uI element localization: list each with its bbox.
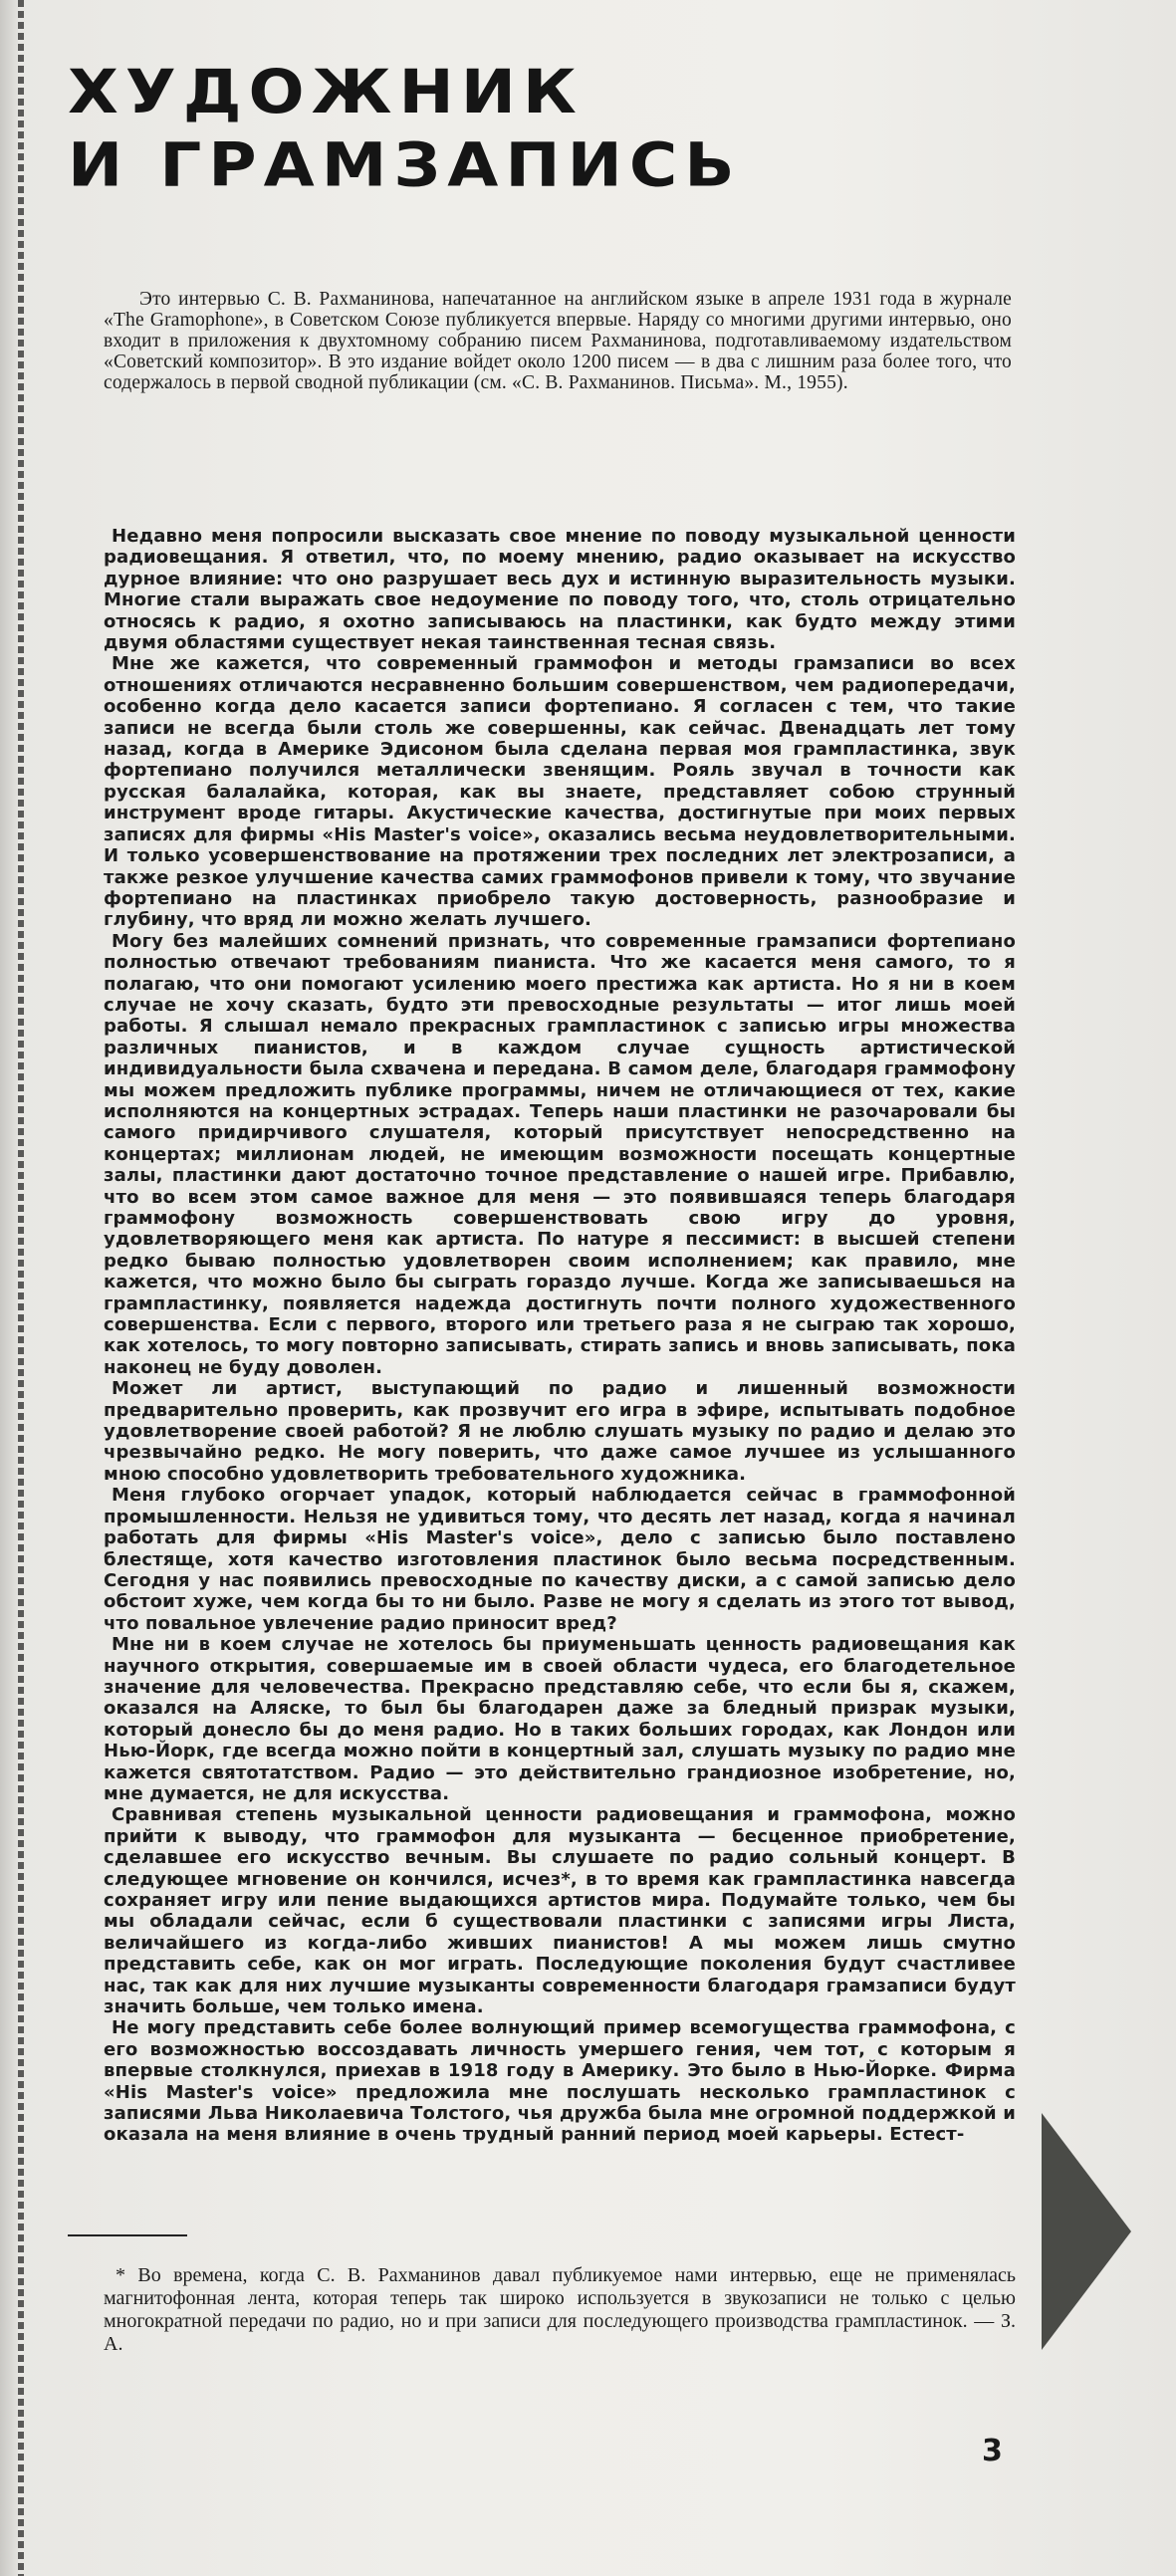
- article-paragraph: Не могу представить себе более волнующий пример всемогущества граммофона, с его возможностью воссоздавать личность умершего гения, чем тот, с которым я впервые столкнулся, приехав в 1918 году в Америку. Это было в Нью-Йорке. Фирма «His Master's voice» предложила мне послушать несколько грампластинок с записями Льва Николаевича Толстого, чья дружба была мне огромной поддержкой и оказала на меня влияние в очень трудный ранний период моей карьеры. Естест-: [104, 2017, 1016, 2146]
- footnote: * Во времена, когда С. В. Рахманинов давал публикуемое нами интервью, еще не применялась магнитофонная лента, которая теперь так широко используется в звукозаписи не только с целью многократной передачи по радио, но и при записи для последующего производства грампластинок. — З. А.: [104, 2264, 1016, 2355]
- binding-edge: [18, 0, 24, 2576]
- article-title: [68, 56, 964, 202]
- article-body: [104, 526, 1016, 2146]
- footnote-divider: [68, 2234, 187, 2236]
- article-paragraph: Может ли артист, выступающий по радио и лишенный возможности предварительно проверить, как прозвучит его игра в эфире, испытывать подобное удовлетворение своей работой? Я не люблю слушать музыку по радио и делаю это чрезвычайно редко. Не могу поверить, что даже самое лучшее из услышанного мною способно удовлетворить требовательного художника.: [104, 1378, 1016, 1485]
- article-paragraph: Мне ни в коем случае не хотелось бы приуменьшать ценность радиовещания как научного открытия, совершаемые им в своей области чудеса, его благодетельное значение для человечества. Прекрасно представляю себе, что если бы я, скажем, оказался на Аляске, то был бы благодарен даже за бледный призрак музыки, который донесло бы до меня радио. Но в таких больших городах, как Лондон или Нью-Йорк, где всегда можно пойти в концертный зал, слушать музыку по радио мне кажется святотатством. Радио — это действительно грандиозное изобретение, но, мне думается, не для искусства.: [104, 1634, 1016, 1804]
- article-paragraph: Сравнивая степень музыкальной ценности радиовещания и граммофона, можно прийти к выводу, что граммофон для музыканта — бесценное приобретение, сделавшее его искусство вечным. Вы слушаете по радио сольный концерт. В следующее мгновение он кончился, исчез*, в то время как грампластинка навсегда сохраняет игру или пение выдающихся артистов мира. Подумайте только, чем бы мы обладали сейчас, если б существовали пластинки с записями игры Листа, величайшего из когда-либо живших пианистов! А мы можем лишь смутно представить себе, как он мог играть. Последующие поколения будут счастливее нас, так как для них лучшие музыканты современности благодаря грамзаписи будут значить больше, чем только имена.: [104, 1804, 1016, 2018]
- article-paragraph: Могу без малейших сомнений признать, что современные грамзаписи фортепиано полностью отвечают требованиям пианиста. Что же касается меня самого, то я полагаю, что они помогают усилению моего престижа как артиста. Но я ни в коем случае не хочу сказать, будто эти превосходные результаты — итог лишь моей работы. Я слышал немало прекрасных грампластинок с записью игры множества различных пианистов, и в каждом случае сущность артистической индивидуальности была схвачена и передана. В самом деле, благодаря граммофону мы можем предложить публике программы, ничем не отличающиеся от тех, какие исполняются на концертных эстрадах. Теперь наши пластинки не разочаровали бы самого придирчивого слушателя, который присутствует непосредственно на концертах; миллионам людей, не имеющим возможности посещать концертные залы, пластинки дают достаточно точное представление о нашей игре. Прибавлю, что во всем этом самое важное для меня — это появившаяся теперь благодаря граммофону возможность совершенствовать свою игру до уровня, удовлетворяющего меня как артиста. По натуре я пессимист: в высшей степени редко бываю полностью удовлетворен своим исполнением; как правило, мне кажется, что можно было бы сыграть гораздо лучше. Когда же записываешься на грампластинку, появляется надежда достигнуть почти полного художественного совершенства. Если с первого, второго или третьего раза я не сыграю так хорошо, как хотелось, то могу повторно записывать, стирать запись и вновь записывать, пока наконец не буду доволен.: [104, 930, 1016, 1378]
- article-paragraph: Недавно меня попросили высказать свое мнение по поводу музыкальной ценности радиовещания. Я ответил, что, по моему мнению, радио оказывает на искусство дурное влияние: что оно разрушает весь дух и истинную выразительность музыки. Многие стали выражать свое недоумение по поводу того, что, столь отрицательно относясь к радио, я охотно записываюсь на пластинки, как будто между этими двумя областями существует некая таинственная тесная связь.: [104, 526, 1016, 654]
- editorial-intro: Это интервью С. В. Рахманинова, напечатанное на английском языке в апреле 1931 года в журнале «The Gramophone», в Советском Союзе публикуется впервые. Наряду со многими другими интервью, оно входит в приложения к двухтомному собранию писем Рахманинова, подготавливаемому издательством «Советский композитор». В это издание войдет около 1200 писем — в два с лишним раза более того, что содержалось в первой сводной публикации (см. «С. В. Рахманинов. Письма». М., 1955).: [104, 289, 1012, 393]
- article-paragraph: Мне же кажется, что современный граммофон и методы грамзаписи во всех отношениях отличаются несравненно большим совершенством, чем радиопередачи, особенно когда дело касается записи фортепиано. Я согласен с тем, что такие записи не всегда были столь же совершенны, как сейчас. Двенадцать лет тому назад, когда в Америке Эдисоном была сделана первая моя грампластинка, звук фортепиано получился металлически звенящим. Рояль звучал в точности как русская балалайка, которая, как вы знаете, представляет собою струнный инструмент вроде гитары. Акустические качества, достигнутые при моих первых записях для фирмы «His Master's voice», оказались весьма неудовлетворительными. И только усовершенствование на протяжении трех последних лет электрозаписи, а также резкое улучшение качества самих граммофонов привели к тому, что звучание фортепиано на пластинках приобрело такую достоверность, разнообразие и глубину, что вряд ли можно желать лучшего.: [104, 653, 1016, 931]
- page-number: 3: [982, 2434, 1003, 2468]
- article-paragraph: Меня глубоко огорчает упадок, который наблюдается сейчас в граммофонной промышленности. Нельзя не удивиться тому, что десять лет назад, когда я начинал работать для фирмы «His Master's voice», дело с записью было поставлено блестяще, хотя качество изготовления пластинок было весьма посредственным. Сегодня у нас появились превосходные по качеству диски, а с самой записью дело обстоит хуже, чем когда бы то ни было. Разве не могу я сделать из этого тот вывод, что повальное увлечение радио приносит вред?: [104, 1485, 1016, 1634]
- article-title-line-2: И ГРАМЗАПИСЬ: [68, 129, 742, 201]
- triangle-arrow-right-icon: [1042, 2113, 1131, 2350]
- binding-shadow: [0, 0, 18, 2576]
- article-title-line-1: ХУДОЖНИК: [68, 56, 584, 127]
